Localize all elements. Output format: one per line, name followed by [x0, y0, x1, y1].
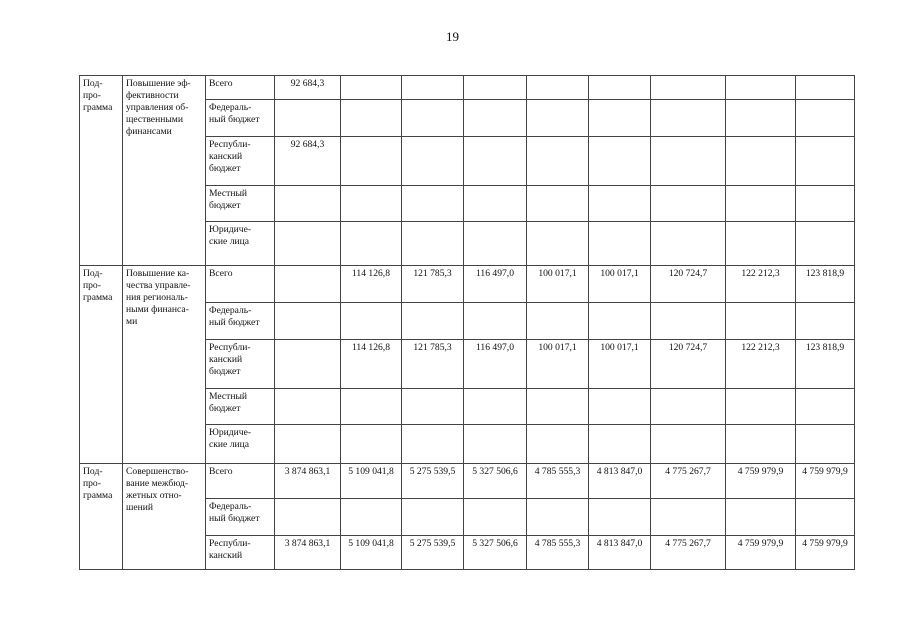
value-cell: 3 874 863,1: [275, 536, 341, 570]
value-cell: [796, 425, 855, 464]
value-cell: [796, 137, 855, 186]
value-cell: [726, 186, 796, 222]
value-cell: [651, 76, 726, 100]
value-cell: [464, 137, 527, 186]
value-cell: 121 785,3: [402, 266, 464, 303]
value-cell: 4 785 555,3: [527, 464, 589, 499]
funding-source-cell: Юридиче- ские лица: [206, 222, 275, 266]
value-cell: [589, 499, 651, 536]
value-cell: [796, 222, 855, 266]
subprogram-type-cell: Под- про- грамма: [80, 464, 123, 570]
value-cell: [527, 137, 589, 186]
value-cell: [402, 186, 464, 222]
value-cell: [275, 266, 341, 303]
page-number: 19: [446, 29, 459, 44]
value-cell: [402, 389, 464, 425]
value-cell: 120 724,7: [651, 266, 726, 303]
value-cell: [275, 389, 341, 425]
value-cell: 116 497,0: [464, 266, 527, 303]
value-cell: [651, 186, 726, 222]
value-cell: [464, 499, 527, 536]
table-row: [80, 266, 855, 303]
budget-table: [79, 75, 855, 570]
value-cell: [651, 137, 726, 186]
value-cell: 123 818,9: [796, 340, 855, 389]
value-cell: [402, 137, 464, 186]
value-cell: [527, 303, 589, 340]
table-body: [80, 76, 855, 570]
value-cell: 5 327 506,6: [464, 464, 527, 499]
value-cell: 4 775 267,7: [651, 536, 726, 570]
value-cell: [527, 76, 589, 100]
value-cell: [275, 499, 341, 536]
value-cell: [341, 76, 402, 100]
value-cell: [589, 389, 651, 425]
value-cell: [589, 100, 651, 137]
funding-source-cell: Республи- канский бюджет: [206, 340, 275, 389]
funding-source-cell: Юридиче- ские лица: [206, 425, 275, 464]
value-cell: [726, 389, 796, 425]
value-cell: [341, 186, 402, 222]
value-cell: [275, 222, 341, 266]
value-cell: [796, 76, 855, 100]
funding-source-cell: Всего: [206, 464, 275, 499]
funding-source-cell: Всего: [206, 266, 275, 303]
value-cell: 116 497,0: [464, 340, 527, 389]
value-cell: [589, 222, 651, 266]
value-cell: [402, 76, 464, 100]
value-cell: 5 275 539,5: [402, 464, 464, 499]
value-cell: 3 874 863,1: [275, 464, 341, 499]
value-cell: 122 212,3: [726, 266, 796, 303]
value-cell: [464, 100, 527, 137]
value-cell: 100 017,1: [527, 266, 589, 303]
funding-source-cell: Местный бюджет: [206, 389, 275, 425]
value-cell: 5 109 041,8: [341, 464, 402, 499]
value-cell: [527, 186, 589, 222]
value-cell: [726, 100, 796, 137]
value-cell: [651, 303, 726, 340]
funding-source-cell: Федераль- ный бюджет: [206, 100, 275, 137]
funding-source-cell: Местный бюджет: [206, 186, 275, 222]
value-cell: [726, 222, 796, 266]
value-cell: [796, 100, 855, 137]
value-cell: [464, 425, 527, 464]
value-cell: [796, 303, 855, 340]
value-cell: [275, 340, 341, 389]
value-cell: [275, 303, 341, 340]
value-cell: 4 775 267,7: [651, 464, 726, 499]
value-cell: 4 759 979,9: [726, 536, 796, 570]
value-cell: 5 109 041,8: [341, 536, 402, 570]
value-cell: [275, 100, 341, 137]
value-cell: 114 126,8: [341, 340, 402, 389]
value-cell: [726, 425, 796, 464]
value-cell: 5 327 506,6: [464, 536, 527, 570]
value-cell: [275, 186, 341, 222]
value-cell: [651, 222, 726, 266]
funding-source-cell: Федераль- ный бюджет: [206, 303, 275, 340]
funding-source-cell: Республи- канский: [206, 536, 275, 570]
value-cell: [402, 425, 464, 464]
value-cell: [589, 137, 651, 186]
funding-source-cell: Всего: [206, 76, 275, 100]
value-cell: 100 017,1: [589, 266, 651, 303]
value-cell: [341, 499, 402, 536]
value-cell: 4 785 555,3: [527, 536, 589, 570]
value-cell: [651, 389, 726, 425]
value-cell: 4 759 979,9: [796, 464, 855, 499]
value-cell: 114 126,8: [341, 266, 402, 303]
value-cell: [527, 389, 589, 425]
value-cell: [464, 222, 527, 266]
value-cell: [341, 137, 402, 186]
value-cell: [589, 76, 651, 100]
value-cell: [589, 425, 651, 464]
value-cell: 122 212,3: [726, 340, 796, 389]
value-cell: [651, 100, 726, 137]
value-cell: 4 813 847,0: [589, 464, 651, 499]
value-cell: [464, 76, 527, 100]
value-cell: [651, 425, 726, 464]
value-cell: [726, 76, 796, 100]
value-cell: [527, 222, 589, 266]
value-cell: [341, 222, 402, 266]
value-cell: [796, 389, 855, 425]
subprogram-name-cell: Совершенство- вание межбюд- жетных отно- шений: [123, 464, 206, 570]
value-cell: 92 684,3: [275, 137, 341, 186]
value-cell: 4 813 847,0: [589, 536, 651, 570]
value-cell: [726, 303, 796, 340]
value-cell: [589, 303, 651, 340]
value-cell: 100 017,1: [527, 340, 589, 389]
funding-source-cell: Федераль- ный бюджет: [206, 499, 275, 536]
value-cell: [341, 100, 402, 137]
subprogram-name-cell: Повышение ка- чества управле- ния региональ- ными финанса- ми: [123, 266, 206, 464]
value-cell: 100 017,1: [589, 340, 651, 389]
value-cell: 5 275 539,5: [402, 536, 464, 570]
value-cell: [527, 100, 589, 137]
funding-source-cell: Республи- канский бюджет: [206, 137, 275, 186]
value-cell: 121 785,3: [402, 340, 464, 389]
value-cell: [796, 499, 855, 536]
subprogram-type-cell: Под- про- грамма: [80, 76, 123, 266]
value-cell: [527, 499, 589, 536]
value-cell: [341, 425, 402, 464]
subprogram-name-cell: Повышение эф- фективности управления об- щественными финансами: [123, 76, 206, 266]
value-cell: 92 684,3: [275, 76, 341, 100]
value-cell: [275, 425, 341, 464]
value-cell: [341, 389, 402, 425]
value-cell: 120 724,7: [651, 340, 726, 389]
value-cell: [402, 222, 464, 266]
value-cell: [726, 499, 796, 536]
value-cell: 123 818,9: [796, 266, 855, 303]
subprogram-type-cell: Под- про- грамма: [80, 266, 123, 464]
value-cell: [402, 499, 464, 536]
value-cell: [464, 389, 527, 425]
value-cell: [464, 186, 527, 222]
table-row: [80, 464, 855, 499]
value-cell: [341, 303, 402, 340]
value-cell: [726, 137, 796, 186]
table-row: [80, 76, 855, 100]
value-cell: [527, 425, 589, 464]
value-cell: 4 759 979,9: [796, 536, 855, 570]
value-cell: [402, 100, 464, 137]
value-cell: [796, 186, 855, 222]
value-cell: 4 759 979,9: [726, 464, 796, 499]
value-cell: [464, 303, 527, 340]
value-cell: [402, 303, 464, 340]
value-cell: [589, 186, 651, 222]
value-cell: [651, 499, 726, 536]
